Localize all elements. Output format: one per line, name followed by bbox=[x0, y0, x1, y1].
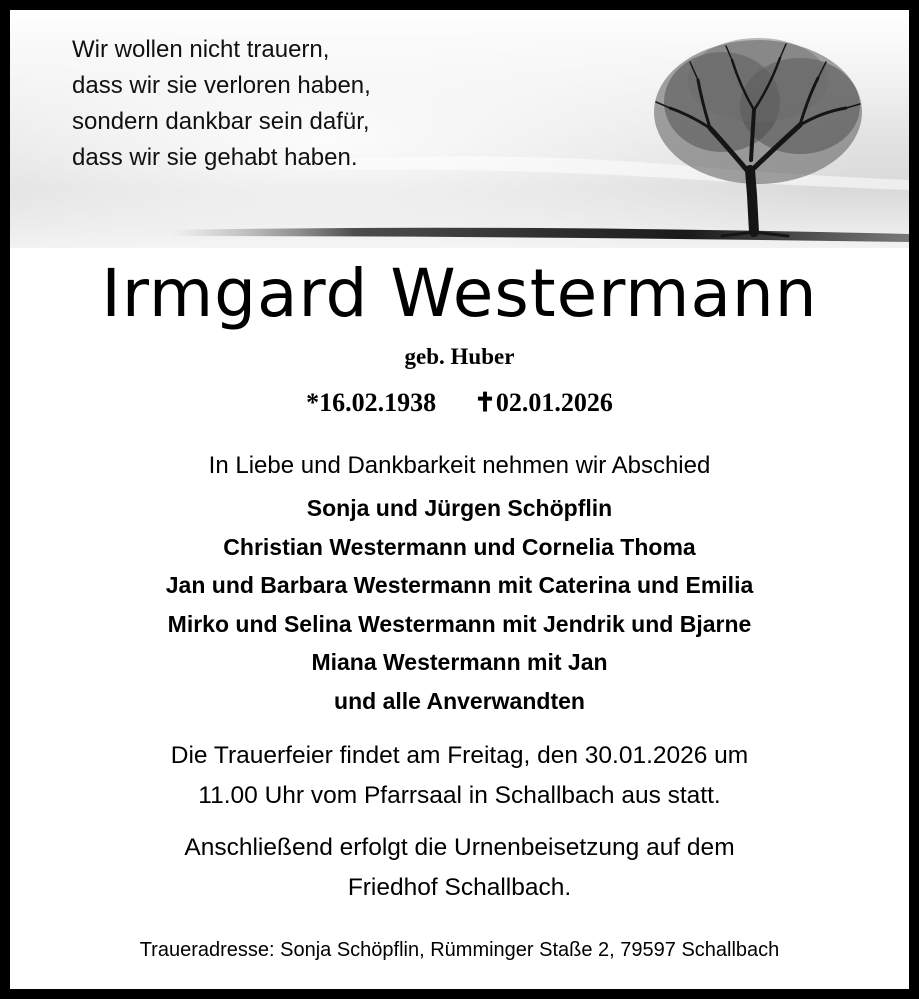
maiden-name: geb. Huber bbox=[404, 344, 515, 369]
burial-info bbox=[10, 828, 909, 908]
verse-line: dass wir sie verloren haben, bbox=[72, 72, 371, 99]
mourner-line: Mirko und Selina Westermann mit Jendrik und Bjarne bbox=[167, 610, 752, 637]
obituary-card bbox=[10, 10, 909, 989]
service-line: Die Trauerfeier findet am Freitag, den 30.01.2026 um bbox=[170, 742, 749, 769]
mourners-list bbox=[10, 489, 909, 720]
mourner-line: Miana Westermann mit Jan bbox=[311, 649, 608, 675]
mourner-line: Christian Westermann und Cornelia Thoma bbox=[223, 533, 696, 560]
deceased-name: Irmgard Westermann bbox=[101, 255, 818, 332]
mourner-line: und alle Anverwandten bbox=[334, 687, 585, 714]
death-date: ✝02.01.2026 bbox=[474, 388, 613, 417]
verse-line: dass wir sie gehabt haben. bbox=[72, 144, 358, 171]
service-line: 11.00 Uhr vom Pfarrsaal in Schallbach aus statt. bbox=[198, 782, 721, 809]
mourning-address: Traueradresse: Sonja Schöpflin, Rümminger Staße 2, 79597 Schallbach bbox=[139, 939, 780, 961]
verse-line: sondern dankbar sein dafür, bbox=[72, 108, 370, 135]
memorial-verse bbox=[72, 32, 371, 176]
burial-line: Friedhof Schallbach. bbox=[347, 874, 572, 901]
farewell-intro: In Liebe und Dankbarkeit nehmen wir Abschied bbox=[208, 452, 711, 479]
mourner-line: Jan und Barbara Westermann mit Caterina und Emilia bbox=[165, 572, 754, 598]
life-dates bbox=[10, 386, 909, 420]
mourner-line: Sonja und Jürgen Schöpflin bbox=[306, 495, 613, 521]
header-banner bbox=[10, 10, 909, 248]
verse-line: Wir wollen nicht trauern, bbox=[72, 36, 330, 63]
birth-date: *16.02.1938 bbox=[306, 388, 437, 417]
burial-line: Anschließend erfolgt die Urnenbeisetzung auf dem bbox=[184, 834, 735, 861]
service-info bbox=[10, 736, 909, 816]
